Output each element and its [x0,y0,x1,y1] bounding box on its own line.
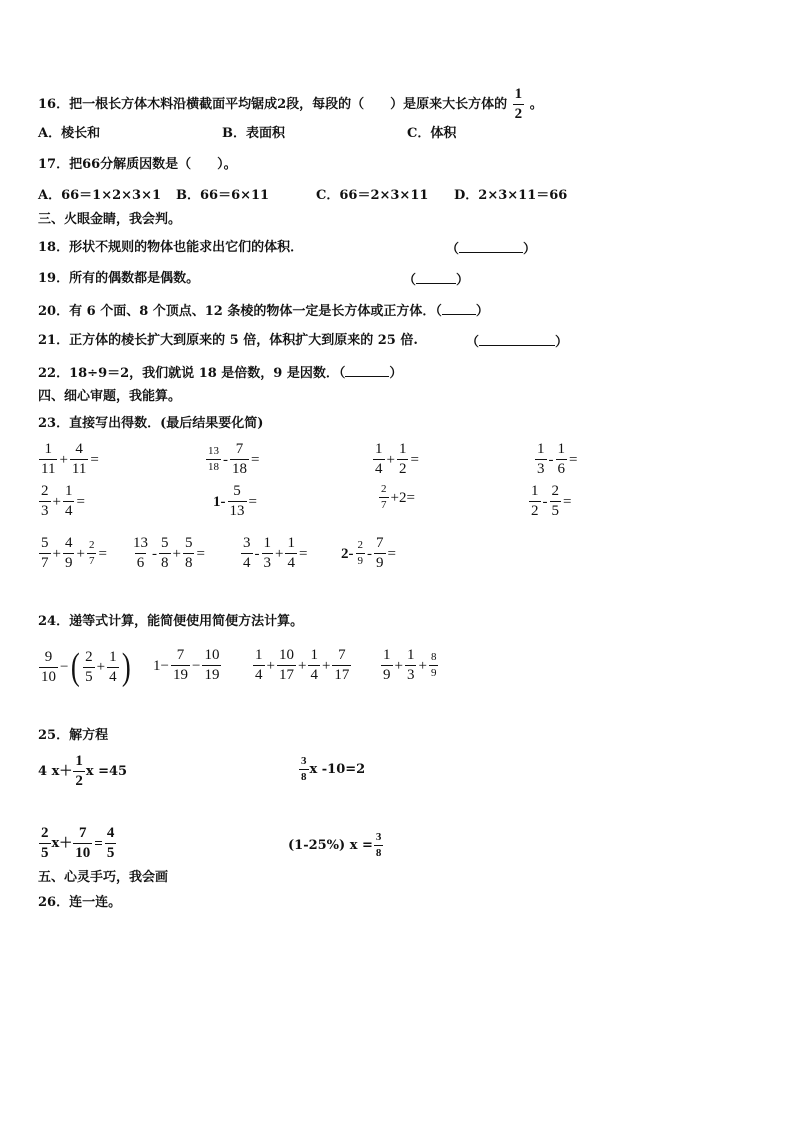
math-operator: = [563,493,572,510]
math-operator: = [196,545,205,562]
math-operator: + [275,545,284,562]
denominator: 10 [41,668,56,685]
denominator: 6 [557,461,565,477]
q23-expr-4 [534,442,578,477]
q21-blank[interactable] [479,333,555,346]
math-operator: - [152,545,157,562]
denominator: 2 [398,461,407,477]
math-operator: + [52,493,61,510]
denominator: 3 [537,461,545,477]
q22-blank[interactable] [345,364,389,377]
q24-expr-3 [252,648,352,683]
q16-option-c: C．体积 [407,126,457,141]
denominator: 3 [41,503,49,519]
q18-stem: 18．形状不规则的物体也能求出它们的体积． [38,240,304,255]
fraction [73,754,85,789]
fraction [332,648,351,683]
math-operator: − [191,657,201,674]
math-operator: + [59,451,68,468]
denominator: 19 [204,667,220,683]
q17-option-b: B．66＝6×11 [176,188,270,203]
q25-equation-3: $\frac{2}{5}$ x＋ $\frac{7}{10}$ = $\frac{4}{5}$ [41,825,115,861]
q25-equation-2: $\frac{3}{8}$ x -10=2 [301,755,366,783]
denominator: 5 [106,845,115,861]
q25-equation-1: 4 x＋ $\frac{1}{2}$ x =45 [38,753,128,789]
denominator: 7 [88,555,95,567]
denominator: 4 [243,555,251,571]
section-3-heading: 三、火眼金睛，我会判。 [38,212,182,227]
section-4-heading: 四、细心审题，我能算。 [38,389,182,404]
q18-answer: （ ） [446,242,537,257]
fraction [39,650,58,685]
numerator: 10 [278,647,294,663]
denominator: 9 [383,667,391,683]
numerator: 2 [85,648,93,665]
fraction [228,484,247,519]
denominator: 18 [232,461,247,477]
denominator: 9 [430,667,437,679]
denominator: 2 [531,503,539,519]
fraction [183,536,195,571]
denominator: 5 [85,668,93,685]
math-operator: + [394,657,403,674]
q24-expr-1 [38,648,132,686]
q16-option-b: B．表面积 [222,126,285,141]
numerator: 7 [376,535,384,551]
denominator: 5 [551,503,559,519]
math-operator: - [367,545,372,562]
fraction [39,536,51,571]
fraction [70,442,88,477]
fraction [262,536,274,571]
numerator: 1 [263,535,271,551]
q23-expr-11 [240,536,308,571]
q16-option-a: A．棱长和 [38,126,101,141]
fraction [535,442,547,477]
fraction [374,536,386,571]
denominator: 9 [357,555,363,567]
fraction [397,442,409,477]
numerator: 5 [41,535,49,551]
section-5-heading: 五、心灵手巧，我会画 [38,870,169,885]
numerator: 2 [357,539,363,551]
numerator: 5 [233,483,241,499]
numerator: 3 [375,831,382,843]
denominator: 7 [41,555,49,571]
fraction [381,648,393,683]
q17-option-d: D．2×3×11＝66 [454,188,568,203]
q23-expr-9 [38,536,108,571]
q17-option-a: A．66＝1×2×3×1 [38,188,162,203]
numerator: 1 [531,483,539,499]
numerator: 1 [557,441,565,457]
math-operator: - [254,545,260,562]
q16-fraction [513,87,525,122]
numerator: 1 [287,535,295,551]
math-operator: + [386,451,395,468]
math-operator: + [266,657,275,674]
numerator: 9 [44,648,53,665]
math-operator: = [76,493,85,510]
q19-blank[interactable] [416,271,456,284]
math-operator: - [548,451,554,468]
fraction [107,650,119,685]
numerator: 1 [537,441,545,457]
math-operator: ( [71,646,81,688]
denominator: 4 [64,503,73,519]
fraction [429,652,439,679]
fraction [73,826,92,861]
fraction [83,650,95,685]
fraction [171,648,190,683]
math-operator: = [251,451,260,468]
denominator: 8 [184,555,193,571]
numerator: 13 [208,445,219,457]
fraction [206,446,221,473]
numerator: 4 [106,825,115,841]
fraction [356,540,366,567]
q20-stem: 20．有 6 个面、8 个顶点、12 条棱的物体一定是长方体或正方体．（ ） [38,304,489,319]
math-operator: 1- [213,493,226,510]
q23-expr-5 [38,484,86,519]
fraction [253,648,265,683]
math-operator: = [569,451,578,468]
math-operator: 1− [153,657,169,674]
q23-expr-2 [205,442,260,477]
q23-expr-3 [372,442,420,477]
fraction [299,756,309,783]
numerator: 1 [75,753,83,769]
denominator: 2 [75,773,83,789]
numerator: 10 [204,647,220,663]
numerator: 2 [41,483,49,499]
numerator: 2 [551,483,559,499]
denominator: 3 [406,667,415,683]
q23-expr-12 [340,536,397,571]
q23-expr-7 [378,484,416,511]
numerator: 5 [184,535,193,551]
numerator: 2 [88,539,95,551]
denominator: 9 [376,555,384,571]
fraction [405,648,417,683]
numerator: 1 [64,483,73,499]
math-operator: = [94,835,103,852]
math-operator: + [418,657,427,674]
fraction [529,484,541,519]
fraction [308,648,320,683]
denominator: 4 [375,461,383,477]
numerator: 7 [235,441,244,457]
q16-text: 16．把一根长方体木料沿横截面平均锯成2段，每段的（ ）是原来大长方体的 [38,97,508,112]
q18-blank[interactable] [459,240,523,253]
math-operator: + [76,545,85,562]
q17-option-c: C．66＝2×3×11 [316,188,429,203]
fraction [374,832,384,859]
math-operator: = [298,545,308,562]
denominator: 6 [136,555,145,571]
denominator: 11 [71,461,87,477]
math-operator: + [172,545,181,562]
numerator: 2 [381,483,387,495]
numerator: 1 [310,647,318,663]
q25-title: 25．解方程 [38,728,109,743]
numerator: 3 [301,755,307,767]
numerator: 1 [375,441,383,457]
denominator: 10 [75,845,91,861]
math-operator: 2- [341,545,354,562]
denominator: 3 [263,555,271,571]
numerator: 4 [75,441,83,457]
numerator: 1 [44,441,52,457]
q16-end: 。 [529,97,543,112]
denominator: 17 [334,667,350,683]
fraction [39,484,51,519]
denominator: 17 [278,667,294,683]
numerator: 4 [64,535,73,551]
math-operator: + [52,545,61,562]
denominator: 2 [514,106,523,122]
fraction [556,442,568,477]
q25-equation-4: (1-25%) x = $\frac{3}{8}$ [288,831,382,859]
denominator: 4 [255,667,263,683]
fraction [105,826,117,861]
numerator: 1 [109,648,117,665]
q22-stem: 22．18÷9＝2，我们就说 18 是倍数，9 是因数．（ ） [38,366,403,381]
fraction [230,442,249,477]
numerator: 1 [255,647,263,663]
numerator: 1 [406,647,415,663]
q20-blank[interactable] [442,302,476,315]
denominator: 9 [64,555,73,571]
math-operator: = [248,493,257,510]
q17-stem: 17．把66分解质因数是（ ）。 [38,157,237,172]
math-operator: - [223,451,228,468]
math-operator: - [542,493,548,510]
q23-expr-10 [130,536,206,571]
q26-stem: 26．连一连。 [38,895,122,910]
denominator: 7 [381,499,387,511]
denominator: 5 [41,845,49,861]
q19-answer: （ ） [403,273,470,288]
math-operator: = [410,451,419,468]
numerator: 5 [161,535,169,551]
math-operator: +2= [390,489,415,506]
numerator: 2 [41,825,49,841]
math-operator: ) [121,646,131,688]
q23-expr-8 [528,484,572,519]
math-operator: + [297,657,307,674]
denominator: 4 [109,668,117,685]
numerator: 8 [430,651,437,663]
fraction [159,536,171,571]
q23-expr-1 [38,442,100,477]
denominator: 8 [161,555,169,571]
numerator: 1 [383,647,391,663]
fraction [241,536,253,571]
q24-expr-4 [380,648,439,683]
q16-stem [38,87,543,122]
q21-answer: （ ） [466,335,569,350]
denominator: 4 [310,667,318,683]
math-operator: + [96,659,106,675]
denominator: 13 [229,503,245,519]
fraction [379,484,389,511]
math-operator: = [387,545,396,562]
numerator: 7 [176,647,185,663]
numerator: 7 [338,647,346,663]
fraction [63,536,75,571]
denominator: 8 [301,771,307,783]
fraction [550,484,562,519]
denominator: 11 [41,461,56,477]
fraction [373,442,385,477]
numerator: 1 [514,86,523,102]
fraction [202,648,221,683]
fraction [39,442,57,477]
denominator: 18 [208,461,219,473]
q24-expr-2 [152,648,222,683]
fraction [277,648,296,683]
math-operator: = [98,545,107,562]
denominator: 19 [172,667,188,683]
denominator: 8 [375,847,382,859]
fraction [39,826,51,861]
numerator: 13 [133,535,148,551]
fraction [285,536,297,571]
q19-stem: 19．所有的偶数都是偶数。 [38,271,200,286]
q23-expr-6 [212,484,258,519]
q24-title: 24．递等式计算，能简便使用简便方法计算。 [38,614,304,629]
math-operator: + [321,657,331,674]
q21-stem: 21．正方体的棱长扩大到原来的 5 倍，体积扩大到原来的 25 倍. [38,333,418,348]
q23-title: 23．直接写出得数．(最后结果要化简) [38,416,264,431]
fraction [131,536,150,571]
numerator: 1 [398,441,407,457]
fraction [63,484,75,519]
math-operator: = [90,451,99,468]
denominator: 4 [287,555,295,571]
fraction [87,540,97,567]
math-operator: − [60,659,69,675]
numerator: 3 [243,535,251,551]
numerator: 7 [79,825,87,841]
